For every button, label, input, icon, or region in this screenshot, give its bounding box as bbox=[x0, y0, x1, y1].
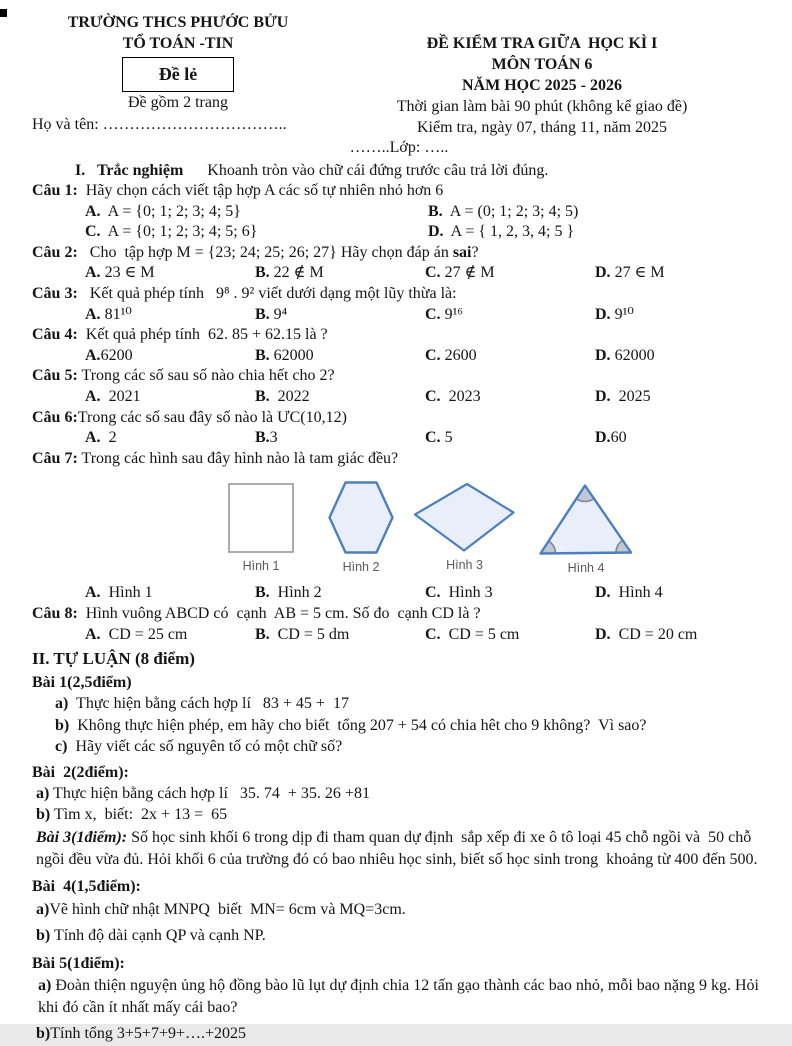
figure-2-hexagon bbox=[328, 481, 394, 574]
question-1-stem: Hãy chọn cách viết tập hợp A các số tự nhiên nhỏ hơn 6 bbox=[77, 182, 444, 199]
question-7-options bbox=[85, 583, 766, 604]
option-b: B. 9⁴ bbox=[255, 305, 288, 323]
option-c: C. A = {0; 1; 2; 3; 4; 5; 6} bbox=[85, 223, 258, 241]
section2-heading: II. TỰ LUẬN (8 điểm) bbox=[32, 649, 195, 669]
option-a: A. 81¹⁰ bbox=[85, 305, 132, 323]
triangle-shape bbox=[539, 484, 633, 555]
option-b: B. 62000 bbox=[255, 346, 314, 364]
rhombus-shape bbox=[414, 483, 515, 552]
question-1 bbox=[32, 181, 766, 202]
option-d: D. CD = 20 cm bbox=[595, 625, 698, 643]
option-a: A. 2 bbox=[85, 429, 117, 447]
question-3-label: Câu 3: bbox=[32, 284, 78, 302]
figure-3-rhombus bbox=[414, 483, 515, 572]
option-c: C. 9¹⁶ bbox=[425, 305, 463, 323]
section1-label: I. Trắc nghiệm bbox=[75, 162, 184, 179]
question-3-options bbox=[85, 305, 766, 326]
option-a: A. A = {0; 1; 2; 3; 4; 5} bbox=[85, 202, 241, 220]
bai5-title: Bài 5(1điểm): bbox=[32, 954, 125, 972]
option-d: D.60 bbox=[595, 429, 627, 447]
bai2-item-b: b) Tìm x, biết: 2x + 13 = 65 bbox=[36, 806, 228, 824]
option-a: A. Hình 1 bbox=[85, 584, 153, 602]
bai4-item-b: b) Tính độ dài cạnh QP và cạnh NP. bbox=[36, 926, 266, 944]
hexagon-shape bbox=[328, 481, 394, 554]
class-line: ……..Lớp: ….. bbox=[349, 139, 449, 156]
figure-3-label: Hình 3 bbox=[446, 558, 483, 573]
option-b: B. CD = 5 dm bbox=[255, 625, 350, 643]
question-1-options bbox=[85, 202, 766, 243]
bai1-title: Bài 1(2,5điểm) bbox=[32, 674, 132, 692]
question-3-stem: Kết quả phép tính 9⁸ . 9² viết dưới dạng một lũy thừa là: bbox=[77, 284, 457, 302]
option-c: C. 5 bbox=[425, 429, 453, 447]
option-b: B. Hình 2 bbox=[255, 584, 322, 602]
question-1-label: Câu 1: bbox=[32, 182, 78, 199]
exam-variant-box: Đề lẻ bbox=[122, 57, 234, 92]
question-4-label: Câu 4: bbox=[32, 326, 78, 344]
question-4-options bbox=[85, 346, 766, 367]
pages-note: Đề gồm 2 trang bbox=[128, 94, 228, 111]
option-c: C. CD = 5 cm bbox=[425, 625, 520, 643]
question-5-stem: Trong các số sau số nào chia hết cho 2? bbox=[77, 367, 335, 385]
question-2: Câu 2: Cho tập hợp M = {23; 24; 25; 26; 27} Hãy chọn đáp án sai? bbox=[32, 243, 479, 261]
bai2-title: Bài 2(2điểm): bbox=[32, 763, 129, 781]
option-a: A. 23 ∈ M bbox=[85, 264, 155, 282]
bai3-paragraph bbox=[36, 827, 766, 872]
bai1-item-b: b) Không thực hiện phép, em hãy cho biết tổng 207 + 54 có chia hêt cho 9 không? Vì sao? bbox=[55, 716, 647, 734]
option-d: D. A = { 1, 2, 3, 4; 5 } bbox=[428, 223, 575, 241]
header-school-block bbox=[32, 12, 324, 135]
section1-heading bbox=[75, 160, 766, 181]
question-2-stem: Cho tập hợp M = {23; 24; 25; 26; 27} Hãy chọn đáp án bbox=[77, 243, 453, 261]
header bbox=[32, 12, 766, 138]
question-8 bbox=[32, 604, 766, 625]
figure-1-square bbox=[228, 483, 294, 573]
question-5 bbox=[32, 366, 766, 387]
question-7-figures bbox=[228, 481, 766, 576]
figure-4-label: Hình 4 bbox=[567, 561, 605, 576]
bai5-item-a: a) Đoàn thiện nguyện ủng hộ đồng bào lũ lụt dự định chia 12 tấn gạo thành các bao nhỏ, mỗi bao nặng 9 kg. Hỏi khi đó cần ít nhất mấy cái bao? bbox=[38, 976, 763, 1017]
exam-date: Kiểm tra, ngày 07, tháng 11, năm 2025 bbox=[416, 119, 668, 136]
option-c: C. 2600 bbox=[425, 346, 477, 364]
question-6-stem: Trong các số sau đây số nào là ƯC(10,12) bbox=[77, 408, 347, 426]
option-c: C. 2023 bbox=[425, 387, 481, 405]
bai5-item-b: b)Tính tổng 3+5+7+9+….+2025 bbox=[36, 1024, 247, 1042]
option-d: D. Hình 4 bbox=[595, 584, 663, 602]
question-2-options bbox=[85, 263, 766, 284]
exam-title: ĐỀ KIỂM TRA GIỮA HỌC KÌ I bbox=[426, 35, 658, 52]
figure-2-label: Hình 2 bbox=[342, 560, 380, 575]
bai3-title: Bài 3(1điểm): bbox=[36, 828, 128, 846]
question-7-stem: Trong các hình sau đây hình nào là tam giác đều? bbox=[77, 449, 399, 467]
question-8-label: Câu 8: bbox=[32, 604, 78, 622]
option-a: A.6200 bbox=[85, 346, 133, 364]
bai3-text: Số học sinh khối 6 trong dịp đi tham quan dự định sắp xếp đi xe ô tô loại 45 chỗ ngồi và 50 chỗ ngồi đều vừa đủ. Hỏi khối 6 của trường đó có bao nhiêu học sinh, biết số học sinh trong khoảng từ 400 đến 500. bbox=[36, 828, 758, 869]
exam-subject: MÔN TOÁN 6 bbox=[491, 56, 593, 73]
bai2-item-a: a) Thực hiện bằng cách hợp lí 35. 74 + 35. 26 +81 bbox=[36, 784, 370, 802]
question-5-options bbox=[85, 387, 766, 408]
option-c: C. Hình 3 bbox=[425, 584, 493, 602]
option-a: A. 2021 bbox=[85, 387, 141, 405]
section1-instruction: Khoanh tròn vào chữ cái đứng trước câu trả lời đúng. bbox=[183, 162, 549, 179]
option-d: D. 27 ∈ M bbox=[595, 264, 665, 282]
question-7 bbox=[32, 449, 766, 470]
school-year: NĂM HỌC 2025 - 2026 bbox=[462, 77, 622, 94]
question-6 bbox=[32, 408, 766, 429]
question-6-options bbox=[85, 428, 766, 449]
option-b: B. 22 ∉ M bbox=[255, 264, 324, 282]
figure-4-triangle bbox=[539, 484, 633, 575]
option-b: B.3 bbox=[255, 429, 278, 447]
question-4-stem: Kết quả phép tính 62. 85 + 62.15 là ? bbox=[77, 326, 328, 344]
scan-artifact-mark bbox=[0, 9, 7, 17]
exam-duration: Thời gian làm bài 90 phút (không kể giao đề) bbox=[396, 98, 688, 115]
question-4 bbox=[32, 325, 766, 346]
school-name: TRƯỜNG THCS PHƯỚC BỬU bbox=[67, 14, 289, 31]
question-2-stem-bold: sai bbox=[452, 243, 472, 261]
option-c: C. 27 ∉ M bbox=[425, 264, 495, 282]
question-2-label: Câu 2: bbox=[32, 243, 78, 261]
square-shape bbox=[228, 483, 294, 553]
option-a: A. CD = 25 cm bbox=[85, 625, 188, 643]
option-d: D. 2025 bbox=[595, 387, 651, 405]
option-d: D. 62000 bbox=[595, 346, 655, 364]
question-7-label: Câu 7: bbox=[32, 449, 78, 467]
department-name: TỔ TOÁN -TIN bbox=[122, 35, 234, 52]
figure-1-label: Hình 1 bbox=[242, 559, 280, 574]
bai4-title: Bài 4(1,5điểm): bbox=[32, 877, 141, 895]
question-5-label: Câu 5: bbox=[32, 367, 78, 385]
option-b: B. A = (0; 1; 2; 3; 4; 5) bbox=[428, 202, 579, 220]
bai1-item-c: c) Hãy viết các số nguyên tố có một chữ số? bbox=[55, 738, 343, 756]
student-name-line: Họ và tên: …………………………….. bbox=[32, 116, 287, 133]
option-d: D. 9¹⁰ bbox=[595, 305, 634, 323]
question-8-options bbox=[85, 625, 766, 646]
option-b: B. 2022 bbox=[255, 387, 310, 405]
question-3 bbox=[32, 284, 766, 305]
bai1-item-a: a) Thực hiện bằng cách hợp lí 83 + 45 + 17 bbox=[55, 695, 349, 713]
header-exam-block bbox=[324, 12, 766, 138]
question-6-label: Câu 6: bbox=[32, 408, 78, 426]
bai4-item-a: a)Vẽ hình chữ nhật MNPQ biết MN= 6cm và MQ=3cm. bbox=[36, 900, 406, 918]
question-8-stem: Hình vuông ABCD có cạnh AB = 5 cm. Số đo cạnh CD là ? bbox=[77, 604, 481, 622]
